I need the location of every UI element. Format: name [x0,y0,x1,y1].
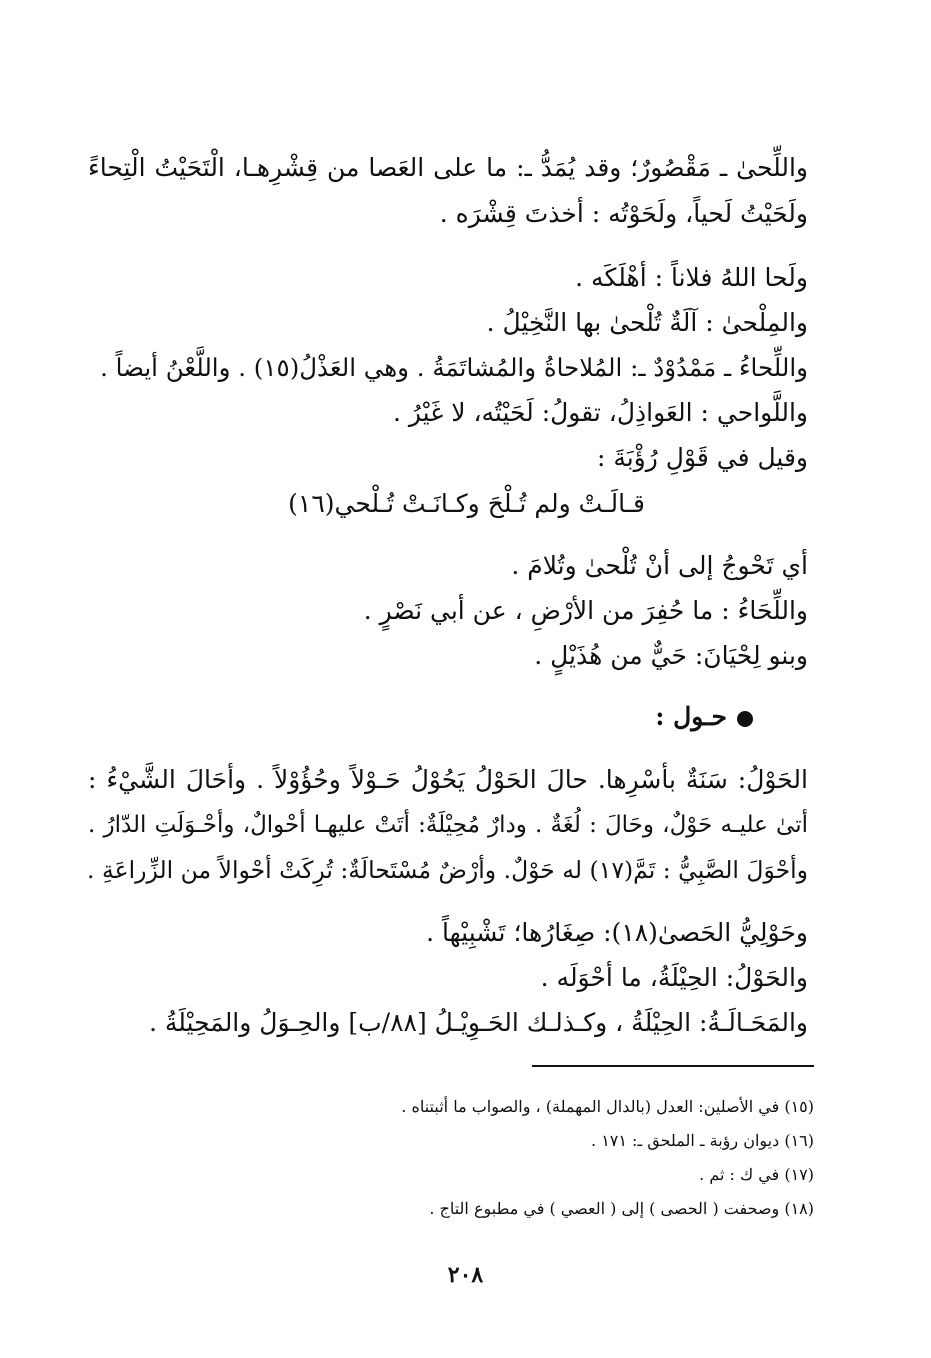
body-line: وبنو لِحْيَانَ: حَيٌّ من هُذَيْلٍ . [534,641,808,670]
bullet-icon [737,711,753,727]
body-line: ولَحا اللهُ فلاناً : أهْلَكَه . [575,263,808,292]
entry-heading-label: حـول : [655,702,727,731]
body-line: واللِّحىٰ ـ مَقْصُورٌ؛ وقد يُمَدُّ ـ: ما على العَصا من قِشْرِهـا، الْتَحَيْتُ الْتِحاءً [88,153,808,182]
body-line: والمِلْحىٰ : آلَةٌ تُلْحىٰ بها النَّخِيْلُ . [486,308,808,337]
footnote: (١٧) في ك : ثم . [699,1165,814,1184]
body-line: وحَوْلِيُّ الحَصىٰ(١٨): صِغَارُها؛ تَشْبِيْهاً . [426,918,808,947]
page-number: ٢٠٨ [447,1262,484,1288]
body-line: الحَوْلُ: سَنَةٌ بأسْرِها. حالَ الحَوْلُ يَحُوْلُ حَـوْلاً وحُؤُوْلاً . وأحَالَ الشَّيْءُ : [88,765,808,794]
body-line: واللِّحَاءُ : ما حُفِرَ من الأرْضِ ، عن أبي نَصْرٍ . [363,596,808,625]
footnote: (١٥) في الأصلين: العدل (بالدال المهملة) ، والصواب ما أثبتناه . [401,1097,814,1116]
footnote: (١٦) ديوان رؤبة ـ الملحق ـ: ١٧١ . [591,1131,814,1150]
body-line: ولَحَيْتُ لَحياً، ولَحَوْتُه : أخذتَ قِشْرَه . [439,199,808,228]
body-line: وقيل في قَوْلِ رُؤْبَةَ : [596,443,808,472]
footnote: (١٨) وصحفت ( الحصى ) إلى ( العصي ) في مطبوع التاج . [429,1199,814,1218]
body-line: أتىٰ عليـه حَوْلٌ، وحَالَ : لُغَةٌ . ودارٌ مُحِيْلَةٌ: أتَتْ عليهـا أحْوالٌ، وأحْـوَلَتِ الدّارُ . [88,812,808,838]
body-line: والحَوْلُ: الحِيْلَةُ، ما أحْوَلَه . [540,963,808,992]
body-line: أي تَحْوجُ إلى أنْ تُلْحىٰ وتُلامَ . [511,551,808,580]
poetry-verse: قـالَـتْ ولم تُـلْحَ وكـانَـتْ تُـلْحي(١٦) [288,489,645,518]
body-line: واللَّواحي : العَواذِلُ، تقولُ: لَحَيْتُه، لا غَيْرُ . [392,398,808,427]
body-line: والمَحَـالَـةُ: الحِيْلَةُ ، وكـذلـك الحَـوِيْـلُ [٨٨/ب] والحِـوَلُ والمَحِيْلَةُ . [148,1008,808,1037]
body-line: وأحْوَلَ الصَّبِيُّ : تَمَّ(١٧) له حَوْلٌ. وأرْضٌ مُسْتَحالَةٌ: تُرِكَتْ أحْوالاً من الزِّراعَةِ . [87,856,808,884]
entry-heading [655,697,753,737]
footnote-divider [532,1065,814,1067]
body-line: واللِّحاءُ ـ مَمْدُوْدٌ ـ: المُلاحاةُ والمُشاتَمَةُ . وهي العَذْلُ(١٥) . واللَّعْنُ أيضاً . [100,353,808,382]
